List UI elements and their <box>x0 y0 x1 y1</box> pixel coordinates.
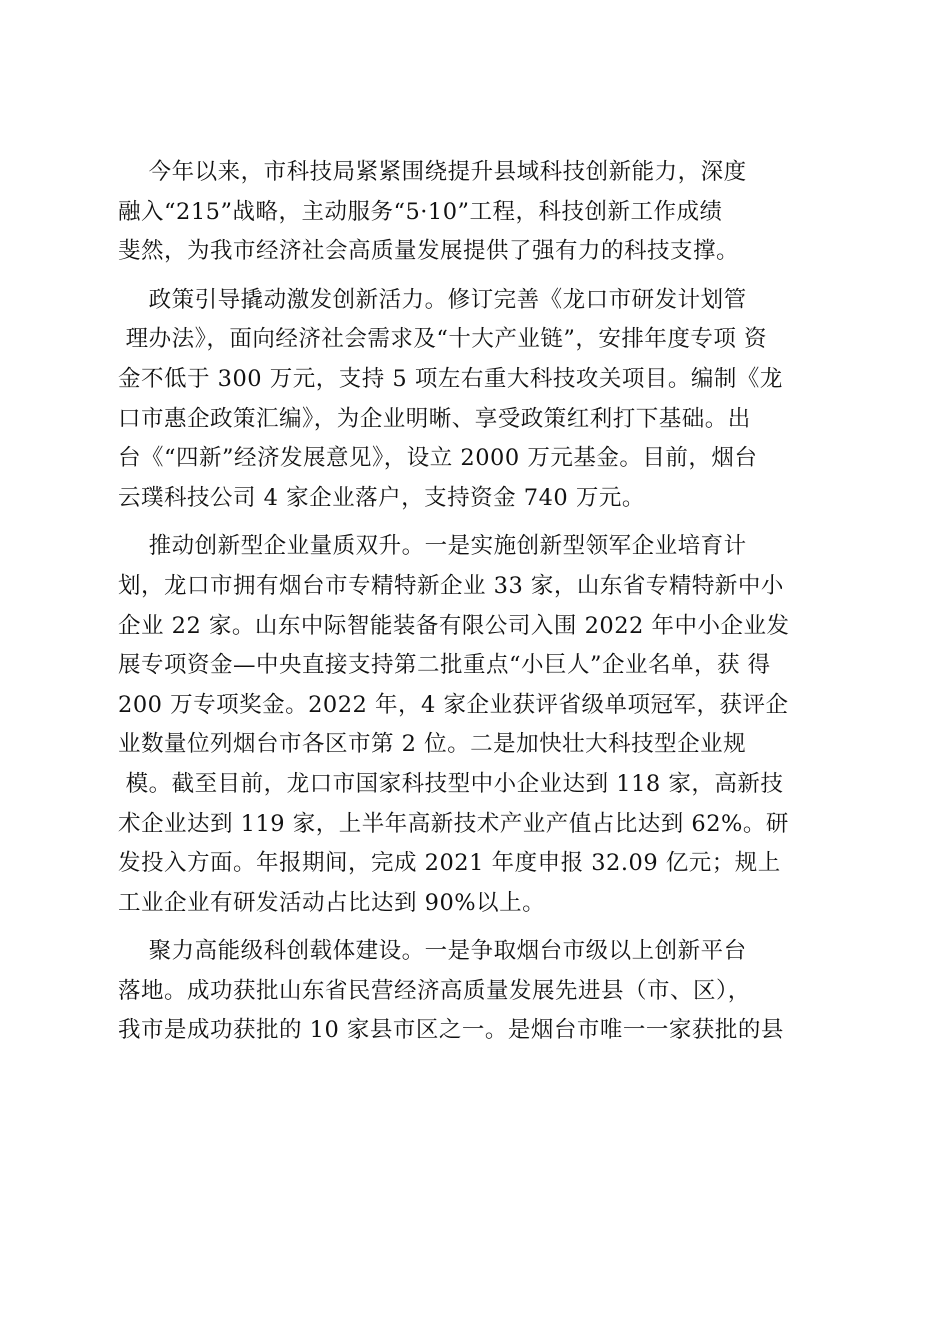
text-line: 发投入方面。年报期间，完成 2021 年度申报 32.09 亿元；规上 <box>118 850 781 877</box>
paragraph <box>118 153 828 272</box>
text-line: 斐然，为我市经济社会高质量发展提供了强有力的科技支撑。 <box>118 238 740 265</box>
paragraph-gap <box>118 518 828 527</box>
text-line: 口市惠企政策汇编》，为企业明晰、享受政策红利打下基础。出 <box>118 405 751 432</box>
paragraph <box>118 932 828 1051</box>
text-line: 模。截至目前，龙口市国家科技型中小企业达到 118 家，高新技 <box>118 770 784 797</box>
paragraph-gap <box>118 272 828 281</box>
document-body <box>118 153 828 1051</box>
text-line: 企业 22 家。山东中际智能装备有限公司入围 2022 年中小企业发 <box>118 612 790 639</box>
text-line: 我市是成功获批的 10 家县市区之一。是烟台市唯一一家获批的县 <box>118 1017 784 1044</box>
text-line: 政策引导撬动激发创新活力。修订完善《龙口市研发计划管 <box>118 286 747 313</box>
paragraph <box>118 527 828 923</box>
text-line: 落地。成功获批山东省民营经济高质量发展先进县（市、区）， <box>118 977 751 1004</box>
paragraph-gap <box>118 923 828 932</box>
text-line: 划，龙口市拥有烟台市专精特新企业 33 家，山东省专精特新中小 <box>118 572 784 599</box>
text-line: 展专项资金—中央直接支持第二批重点“小巨人”企业名单，获 得 <box>118 652 771 679</box>
text-line: 术企业达到 119 家，上半年高新技术产业产值占比达到 62%。研 <box>118 810 789 837</box>
text-line: 业数量位列烟台市各区市第 2 位。二是加快壮大科技型企业规 <box>118 731 747 758</box>
text-line: 融入“215”战略，主动服务“5·10”工程，科技创新工作成绩 <box>118 198 723 225</box>
text-line: 理办法》，面向经济社会需求及“十大产业链”，安排年度专项 资 <box>118 326 768 353</box>
text-line: 台《“四新”经济发展意见》，设立 2000 万元基金。目前，烟台 <box>118 445 758 472</box>
text-line: 200 万专项奖金。2022 年，4 家企业获评省级单项冠军，获评企 <box>118 691 789 718</box>
text-line: 工业企业有研发活动占比达到 90%以上。 <box>118 889 546 916</box>
text-line: 聚力高能级科创载体建设。一是争取烟台市级以上创新平台 <box>118 938 747 965</box>
paragraph <box>118 281 828 519</box>
text-line: 推动创新型企业量质双升。一是实施创新型领军企业培育计 <box>118 533 747 560</box>
text-line: 今年以来，市科技局紧紧围绕提升县域科技创新能力，深度 <box>118 159 747 185</box>
text-line: 金不低于 300 万元，支持 5 项左右重大科技攻关项目。编制《龙 <box>118 365 783 392</box>
text-line: 云璞科技公司 4 家企业落户，支持资金 740 万元。 <box>118 484 645 511</box>
